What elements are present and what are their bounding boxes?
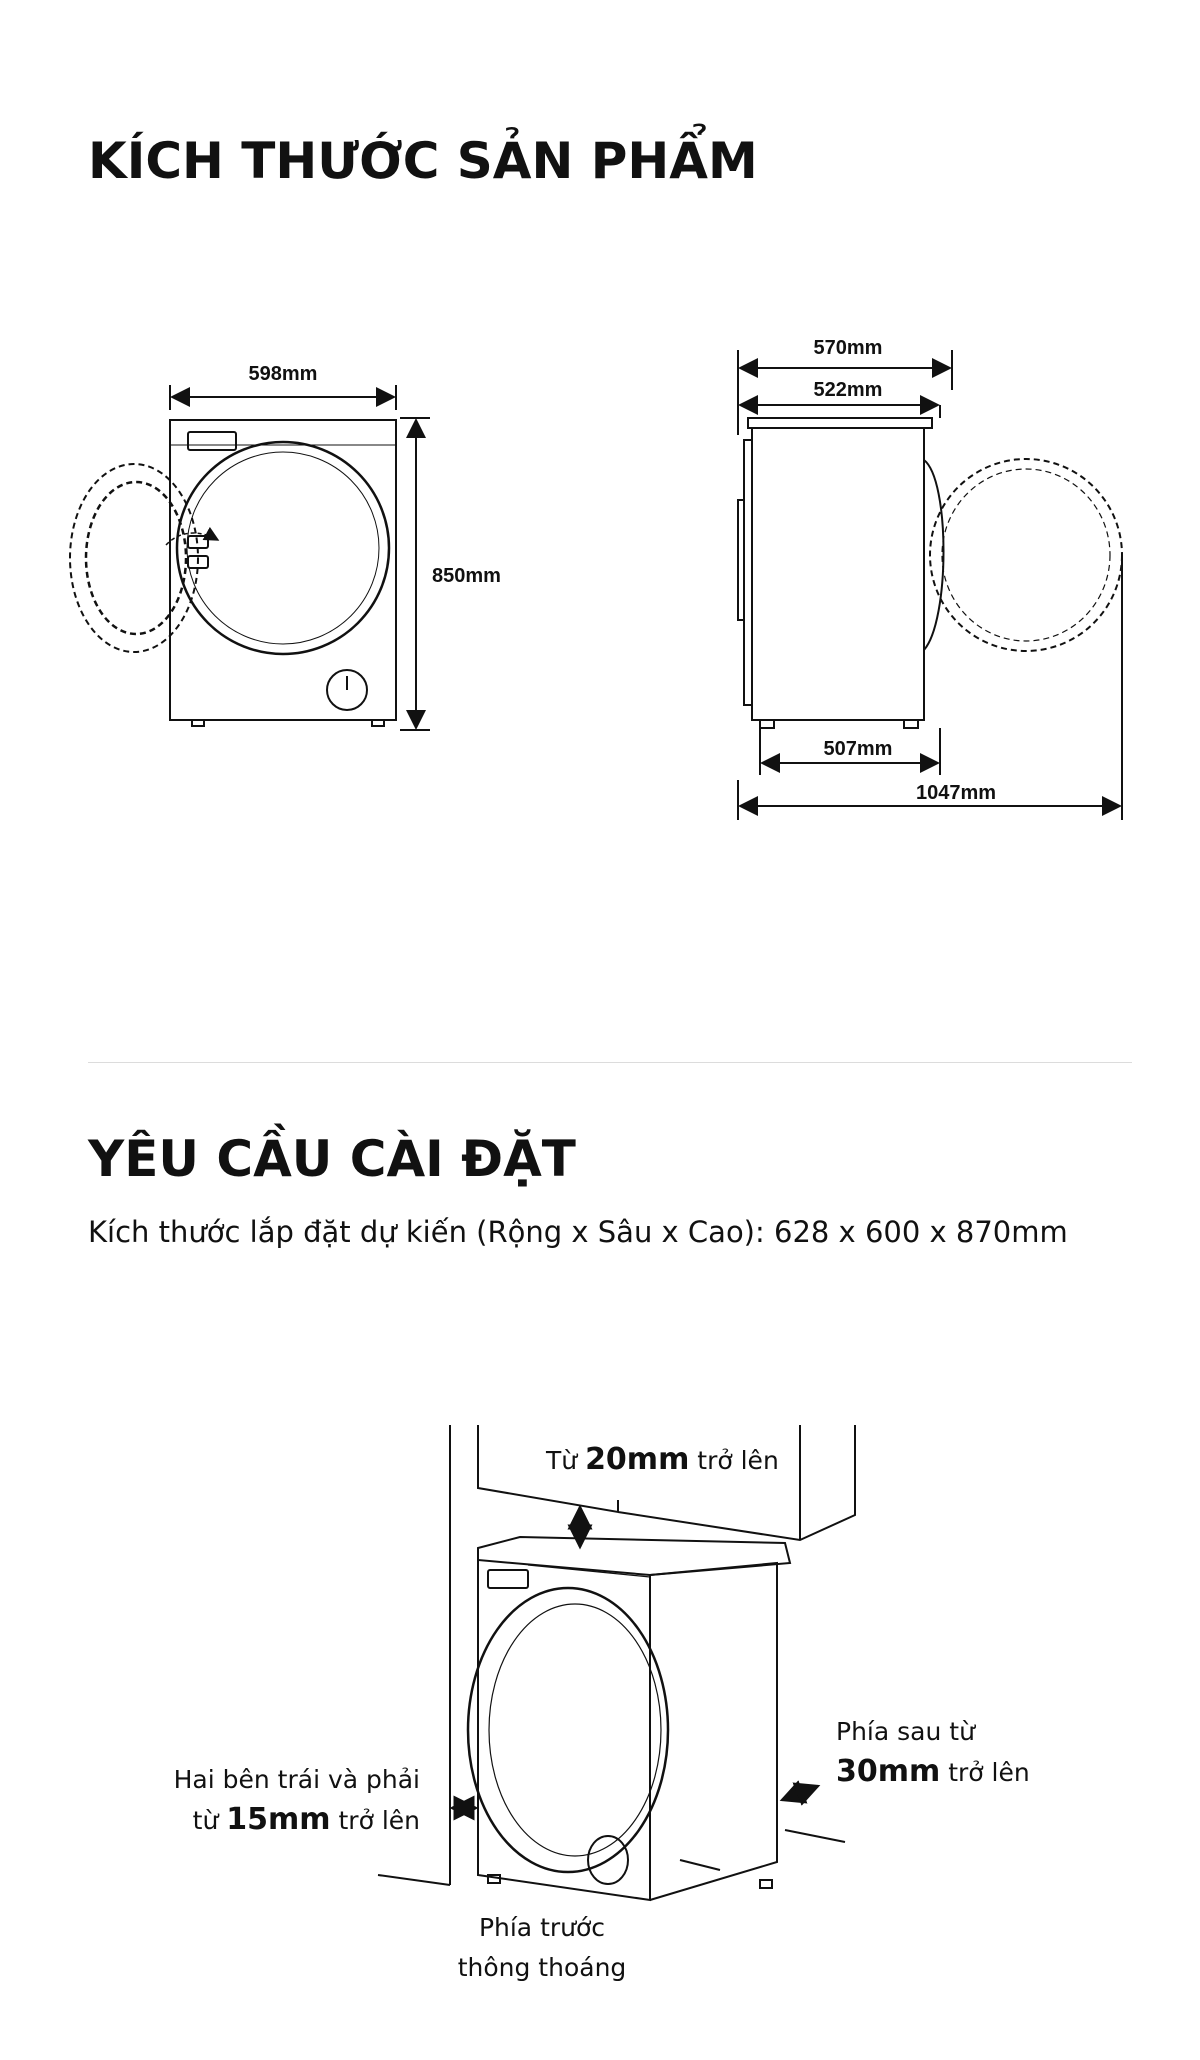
installation-illustration xyxy=(378,1425,855,1900)
section-divider xyxy=(88,1062,1132,1063)
front-height-dimension xyxy=(400,418,430,730)
note-back-line1: Phía sau từ xyxy=(836,1717,975,1746)
note-top-value: 20mm xyxy=(585,1442,690,1477)
front-view-drawing xyxy=(70,420,396,726)
note-side-line1: Hai bên trái và phải xyxy=(173,1765,420,1794)
note-side-suffix: trở lên xyxy=(330,1806,420,1835)
side-body-depth-label: 522mm xyxy=(813,379,883,401)
note-back-value: 30mm xyxy=(836,1754,941,1789)
note-front-line1: Phía trước xyxy=(478,1913,606,1942)
note-side-value: 15mm xyxy=(226,1802,331,1837)
side-base-label: 507mm xyxy=(823,738,893,760)
front-height-label: 850mm xyxy=(432,565,501,587)
note-top-clearance xyxy=(546,1440,779,1481)
note-back-suffix: trở lên xyxy=(940,1758,1030,1787)
side-open-door-label: 1047mm xyxy=(915,782,997,804)
note-back-clearance xyxy=(836,1712,1030,1793)
front-width-dimension xyxy=(170,385,396,410)
installation-size-text: Kích thước lắp đặt dự kiến (Rộng x Sâu x Cao): 628 x 600 x 870mm xyxy=(88,1215,1068,1249)
section-title-installation-requirements: YÊU CẦU CÀI ĐẶT xyxy=(88,1130,576,1188)
note-front-line2: thông thoáng xyxy=(457,1953,627,1982)
section-title-product-dimensions: KÍCH THƯỚC SẢN PHẨM xyxy=(88,132,758,190)
note-top-suffix: trở lên xyxy=(689,1446,779,1475)
side-open-door-dimension xyxy=(738,555,1122,820)
note-side-prefix: từ xyxy=(192,1806,227,1835)
note-top-prefix: Từ xyxy=(546,1446,586,1475)
note-side-clearance xyxy=(150,1760,420,1841)
side-view-drawing xyxy=(738,418,1122,728)
front-width-label: 598mm xyxy=(248,363,318,385)
note-front-clearance xyxy=(432,1908,652,1988)
side-total-depth-label: 570mm xyxy=(813,337,883,359)
